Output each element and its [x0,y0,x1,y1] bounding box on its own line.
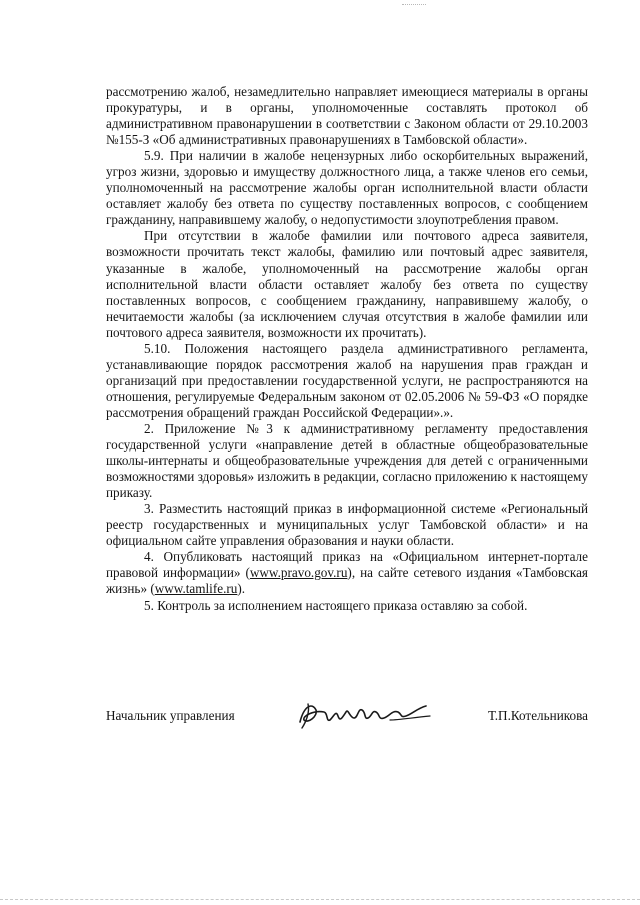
paragraph-text: 5. Контроль за исполнением настоящего приказа оставляю за собой. [144,597,528,613]
scan-top-mark [402,4,426,5]
document-paragraph [106,84,588,148]
signer-role: Начальник управления [106,708,235,723]
paragraph-text: При отсутствии в жалобе фамилии или почтового адреса заявителя, возможности прочитать текст жалобы, фамилию или почтовый адрес заявителя, указанные в жалобе, уполномоченный на рассмотрение жалобы орган исполнительной власти области оставляет жалобу без ответа по существу поставленных вопросов, с сообщением гражданину, направившему жалобу, о нечитаемости жалобы (за исключением случая отсутствия в жалобе фамилии или почтового адреса заявителя, возможности их прочитать). [106,228,588,340]
document-paragraph [106,421,588,501]
document-paragraph [106,598,588,614]
paragraph-text: 5.9. При наличии в жалобе нецензурных либо оскорбительных выражений, угроз жизни, здоровью и имуществу должностного лица, а также членов его семьи, уполномоченный на рассмотрение жалобы орган исполнительной власти области оставляет жалобу без ответа по существу поставленных вопросов, с сообщением гражданину, направившему жалобу, о недопустимости злоупотребления правом. [106,148,588,228]
scan-bottom-edge [0,899,640,900]
signer-name: Т.П.Котельникова [488,708,588,723]
document-body [106,84,588,614]
paragraph-text: 5.10. Положения настоящего раздела административного регламента, устанавливающие порядок рассмотрения жалоб на нарушения прав граждан и организаций при предоставлении государственной услуги, не распространяются на отношения, регулируемые Федеральным законом от 02.05.2006 № 59-ФЗ «О порядке рассмотрения обращений граждан Российской Федерации».». [106,340,588,420]
paragraph-text: 3. Разместить настоящий приказ в информационной системе «Региональный реестр государственных и муниципальных услуг Тамбовской области» и на официальном сайте управления образования и науки области. [106,501,588,549]
handwritten-signature [294,696,438,732]
paragraph-text: рассмотрению жалоб, незамедлительно направляет имеющиеся материалы в органы прокуратуры, и в органы, уполномоченные составлять протокол об административном правонарушении в соответствии с Законом области от 29.10.2003 №155-З «Об административных правонарушениях в Тамбовской области». [106,84,588,148]
document-paragraph [106,148,588,228]
signature-block [106,702,592,732]
document-paragraph [106,501,588,549]
document-paragraph [106,341,588,421]
paragraph-text: ), на сайте сетевого издания «Тамбовская жизнь» ( [106,565,588,597]
document-paragraph [106,549,588,597]
paragraph-text: 4. Опубликовать настоящий приказ на «Официальном интернет-портале правовой информации» ( [106,549,588,581]
web-link[interactable]: www.tamlife.ru [154,581,238,597]
paragraph-text: ). [237,581,246,597]
document-paragraph [106,228,588,340]
web-link[interactable]: www.pravo.gov.ru [249,565,348,581]
paragraph-text: 2. Приложение №3 к административному регламенту предоставления государственной услуги «направление детей в областные общеобразовательные школы-интернаты и общеобразовательные учреждения для детей с ограниченными возможностями здоровья» изложить в редакции, согласно приложению к настоящему приказу. [106,420,588,501]
